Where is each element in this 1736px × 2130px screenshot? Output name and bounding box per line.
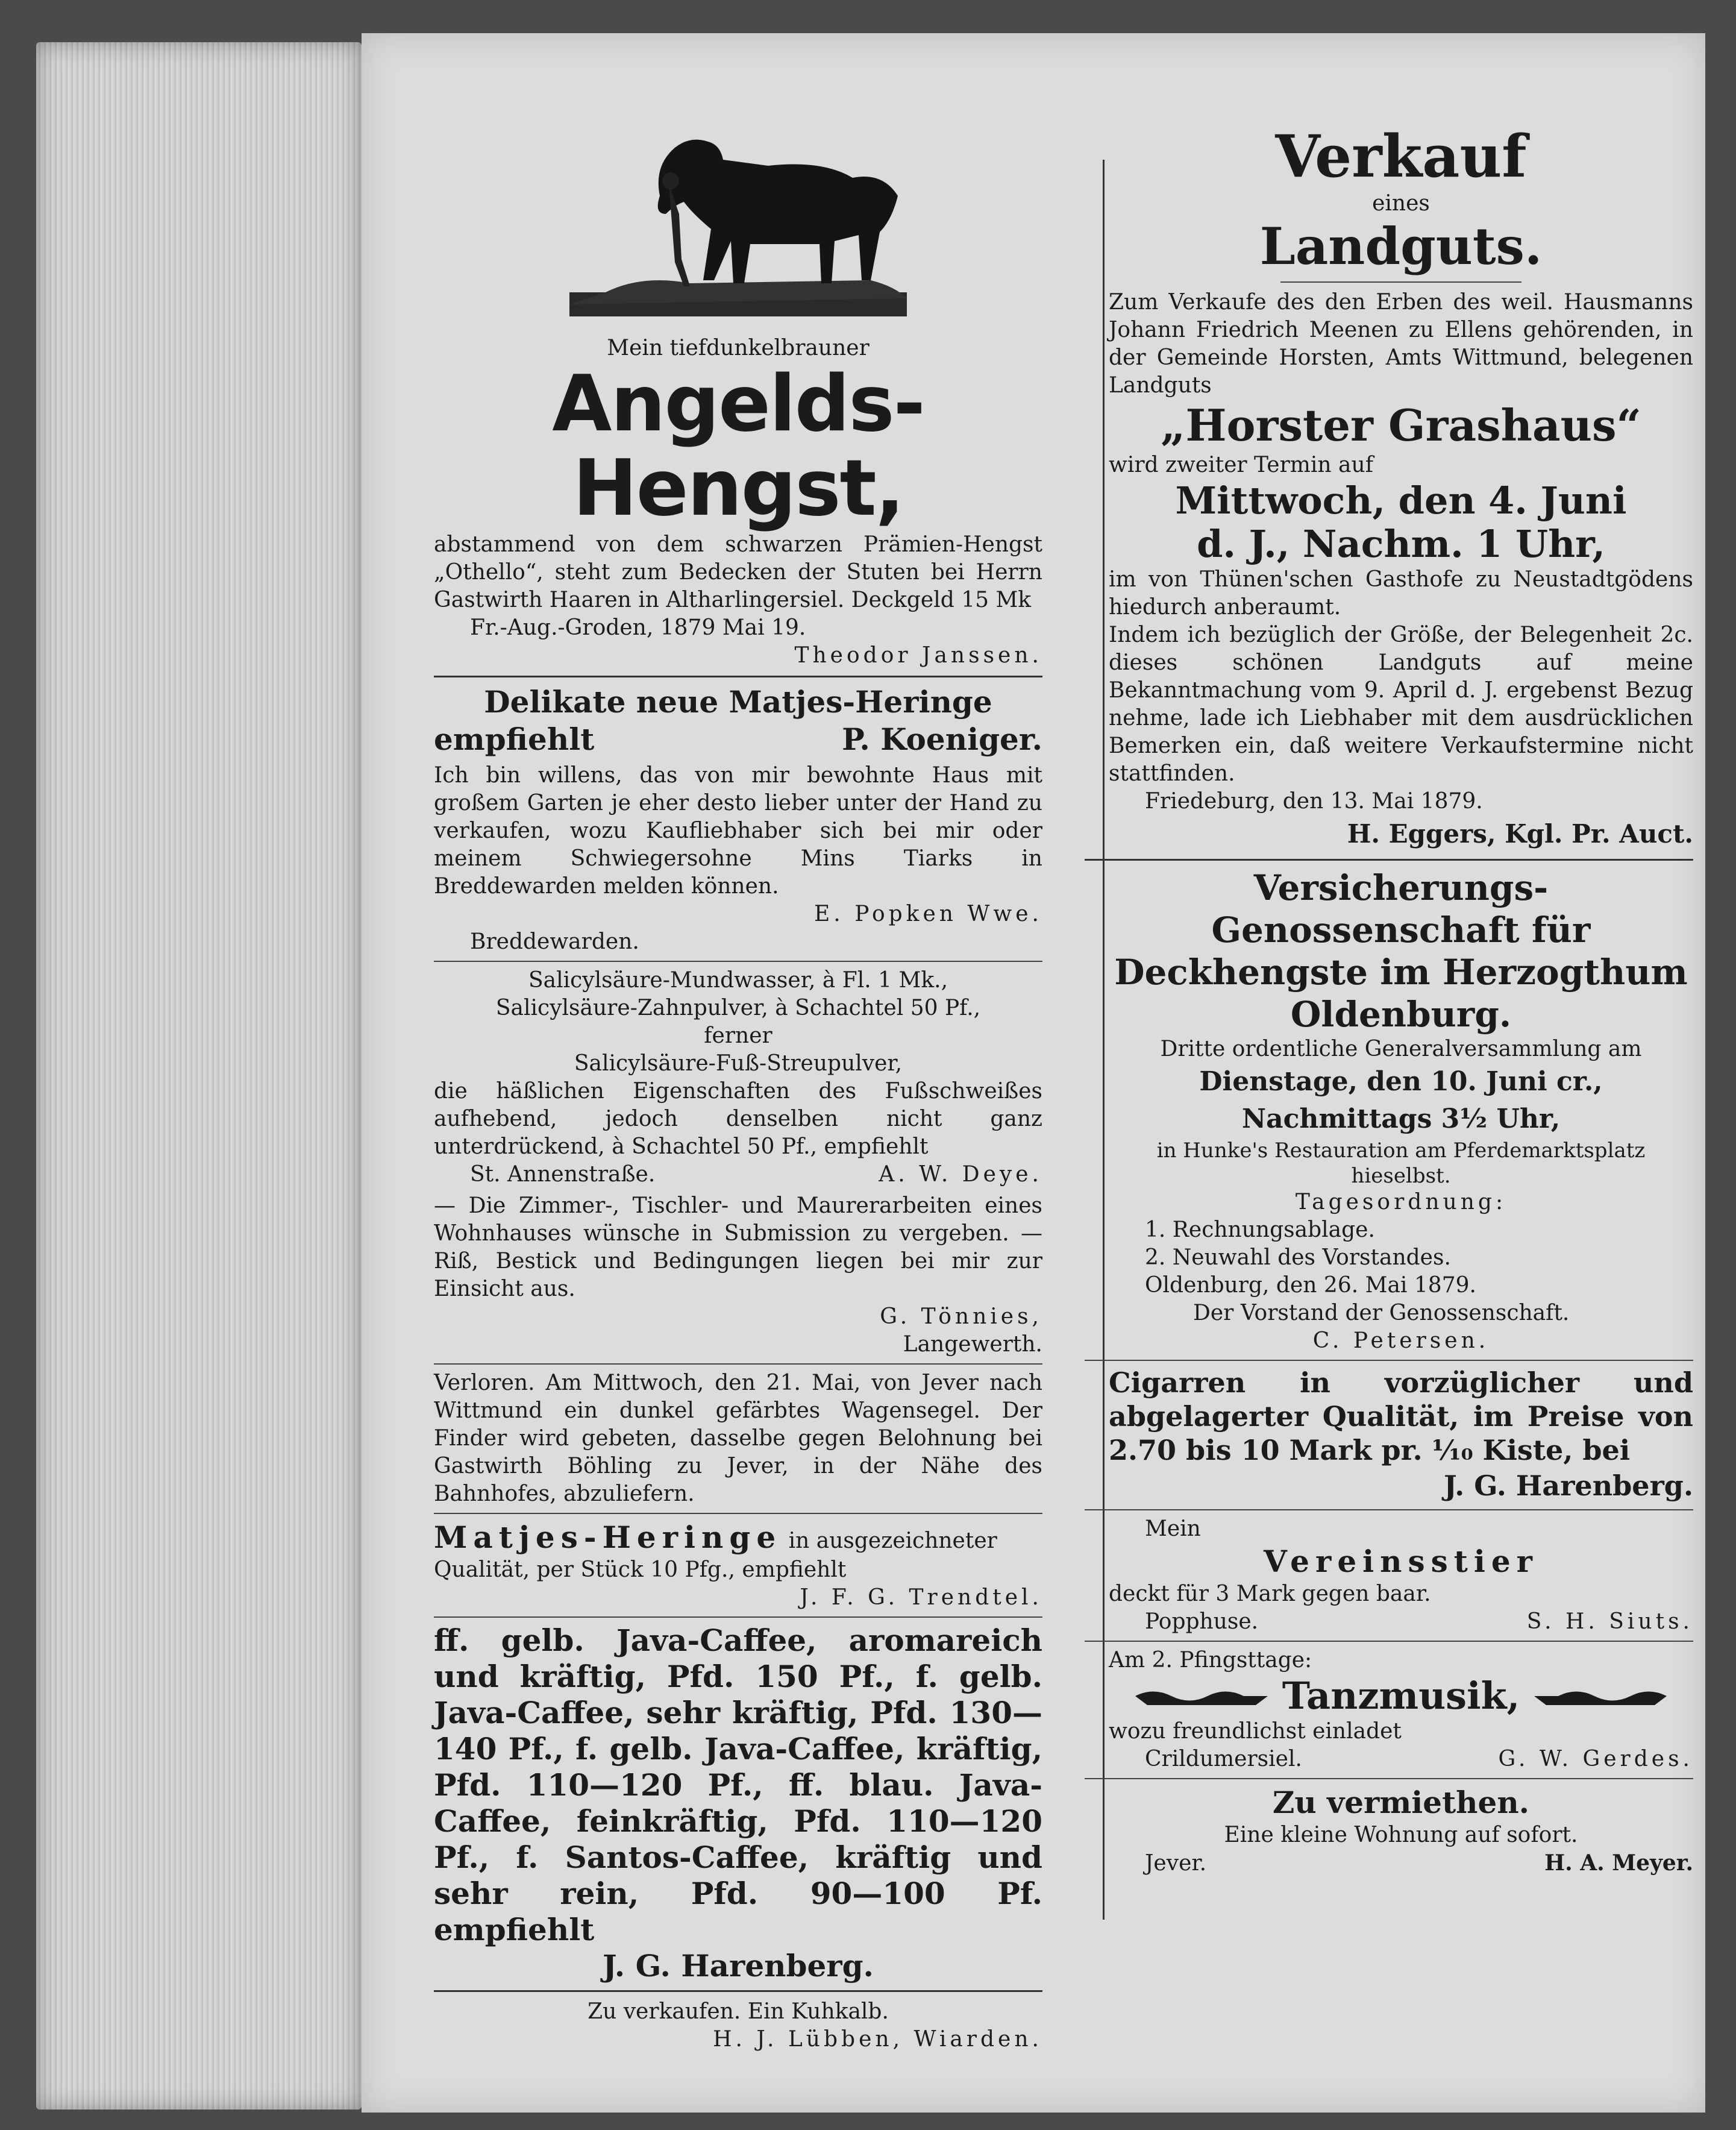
divider <box>434 1616 1042 1618</box>
divider <box>434 1513 1042 1514</box>
matjes-ad-1 <box>434 683 1042 758</box>
insurance-agenda-item-2: 2. Neuwahl des Vorstandes. <box>1145 1245 1451 1270</box>
ornament-right-icon <box>1534 1684 1667 1708</box>
left-column <box>434 105 1042 2057</box>
horse-title: Angelds-Hengst, <box>552 359 924 533</box>
insurance-signature: C. Petersen. <box>1312 1328 1490 1353</box>
carpentry-ad <box>434 1192 1042 1359</box>
rent-title: Zu vermiethen. <box>1272 1785 1530 1820</box>
cigar-body: Cigarren in vorzüglicher und abgelagerter Qualität, im Preise von 2.70 bis 10 Mark pr. ⅒ Kiste, bei <box>1109 1366 1693 1466</box>
dance-place: Crildumersiel. <box>1145 1747 1302 1771</box>
insurance-title: Versicherungs-Genossenschaft für Deckhengste im Herzogthum Oldenburg. <box>1114 867 1688 1035</box>
estate-place: im von Thünen'schen Gasthofe zu Neustadtgödens hiedurch anberaumt. <box>1109 567 1693 620</box>
rent-place: Jever. <box>1145 1851 1207 1876</box>
divider <box>434 1990 1042 1992</box>
bull-title: Vereinsstier <box>1263 1544 1539 1579</box>
horse-intro: Mein tiefdunkelbrauner <box>607 336 870 360</box>
insurance-agenda-item-1: 1. Rechnungsablage. <box>1145 1217 1375 1242</box>
divider <box>1085 1360 1693 1361</box>
divider <box>1085 1641 1693 1642</box>
calf-ad <box>434 1998 1042 2053</box>
salicyl-line3: ferner <box>704 1023 772 1048</box>
dance-title: Tanzmusik, <box>1282 1674 1520 1718</box>
coffee-body: ff. gelb. Java-Caffee, aromareich und kräftig, Pfd. 150 Pf., f. gelb. Java-Caffee, sehr kräftig, Pfd. 130—140 Pf., f. gelb. Java-Caffee, kräftig, Pfd. 110—120 Pf., ff. blau. Java-Caffee, feinkräftig, Pfd. 110—120 Pf., f. Santos-Caffee, kräftig und sehr rein, Pfd. 90—100 Pf. empfiehlt <box>434 1623 1042 1947</box>
estate-title3: Landguts. <box>1259 216 1543 276</box>
coffee-ad <box>434 1623 1042 1984</box>
divider <box>434 676 1042 677</box>
calf-body: Zu verkaufen. Ein Kuhkalb. <box>588 1999 889 2024</box>
dance-signature: G. W. Gerdes. <box>1498 1747 1693 1771</box>
newspaper-page <box>362 33 1705 2113</box>
lost-body: Verloren. Am Mittwoch, den 21. Mai, von Jever nach Wittmund ein dunkel gefärbtes Wagensegel. Der Finder wird gebeten, dasselbe gegen Belohnung bei Gastwirth Böhling zu Jever, in der Nähe des Bahnhofes, abzuliefern. <box>434 1371 1042 1506</box>
book-page-edges <box>36 42 362 2110</box>
lost-ad <box>434 1369 1042 1508</box>
salicyl-place: St. Annenstraße. <box>470 1162 656 1187</box>
coffee-signature: J. G. Harenberg. <box>603 1948 874 1984</box>
dance-body: wozu freundlichst einladet <box>1109 1719 1402 1744</box>
dance-ad <box>1085 1647 1693 1773</box>
bull-signature: S. H. Siuts. <box>1526 1609 1693 1634</box>
cigar-ad <box>1085 1366 1693 1504</box>
house-signature: E. Popken Wwe. <box>814 902 1042 926</box>
calf-signature: H. J. Lübben, Wiarden. <box>713 2027 1042 2052</box>
salicyl-ad <box>434 967 1042 1189</box>
dance-intro: Am 2. Pfingsttage: <box>1109 1648 1312 1673</box>
carpentry-place: Langewerth. <box>903 1332 1042 1357</box>
right-column <box>1085 124 1693 1881</box>
insurance-intro: Dritte ordentliche Generalversammlung am <box>1160 1037 1642 1061</box>
ornament-left-icon <box>1135 1684 1268 1708</box>
insurance-board: Der Vorstand der Genossenschaft. <box>1193 1301 1570 1325</box>
salicyl-line4: Salicylsäure-Fuß-Streupulver, <box>574 1051 903 1076</box>
estate-name: „Horster Grashaus“ <box>1161 400 1641 451</box>
horse-illustration <box>569 124 907 328</box>
house-body: Ich bin willens, das von mir bewohnte Haus mit großem Garten je eher desto lieber unter der Hand zu verkaufen, wozu Kaufliebhaber sich bei mir oder meinem Schwiegersohne Mins Tiarks in Breddewarden melden können. <box>434 763 1042 899</box>
matjes2-body: in ausgezeichneter Qualität, per Stück 10 Pfg., empfiehlt <box>434 1528 997 1582</box>
horse-body: abstammend von dem schwarzen Prämien-Hengst „Othello“, steht zum Bedecken der Stuten bei Herrn Gastwirth Haaren in Altharlingersiel. Deckgeld 15 Mk <box>434 532 1042 612</box>
matjes1-line1: Delikate neue Matjes-Heringe <box>484 684 992 720</box>
estate-date-line: Friedeburg, den 13. Mai 1879. <box>1145 789 1483 814</box>
bull-ad <box>1085 1515 1693 1636</box>
estate-title1: Verkauf <box>1275 122 1527 190</box>
rent-body: Eine kleine Wohnung auf sofort. <box>1224 1823 1578 1847</box>
divider <box>434 961 1042 962</box>
estate-date2: d. J., Nachm. 1 Uhr, <box>1197 522 1605 566</box>
matjes1-empfiehlt: empfiehlt <box>434 721 595 757</box>
estate-body: Indem ich bezüglich der Größe, der Belegenheit 2c. dieses schönen Landguts auf meine Bekanntmachung vom 9. April d. J. ergebenst Bezug nehme, lade ich Liebhaber mit dem ausdrücklichen Bemerken ein, daß weitere Verkaufstermine nicht stattfinden. <box>1109 623 1693 786</box>
bull-intro: Mein <box>1145 1516 1201 1541</box>
estate-intro: Zum Verkaufe des den Erben des weil. Hausmanns Johann Friedrich Meenen zu Ellens gehörenden, in der Gemeinde Horsten, Amts Wittmund, belegenen Landguts <box>1109 290 1693 398</box>
divider <box>434 1363 1042 1365</box>
house-ad <box>434 762 1042 956</box>
estate-ad <box>1085 124 1693 853</box>
estate-date1: Mittwoch, den 4. Juni <box>1175 479 1627 523</box>
horse-signature: Theodor Janssen. <box>794 643 1042 668</box>
insurance-date: Dienstage, den 10. Juni cr., Nachmittags 3½ Uhr, <box>1199 1066 1603 1134</box>
carpentry-body: — Die Zimmer-, Tischler- und Maurerarbeiten eines Wohnhauses wünsche in Submission zu vergeben. — Riß, Bestick und Bedingungen liegen bei mir zur Einsicht aus. <box>434 1193 1042 1301</box>
bull-place: Popphuse. <box>1145 1609 1259 1634</box>
matjes2-headline: Matjes-Heringe <box>434 1519 782 1555</box>
insurance-ad <box>1085 867 1693 1355</box>
estate-term: wird zweiter Termin auf <box>1109 453 1374 477</box>
cigar-signature: J. G. Harenberg. <box>1444 1469 1693 1502</box>
divider <box>1085 859 1693 861</box>
divider <box>1280 281 1521 283</box>
matjes-ad-2 <box>434 1519 1042 1612</box>
divider <box>1085 1509 1693 1510</box>
horse-place-date: Fr.-Aug.-Groden, 1879 Mai 19. <box>470 615 806 640</box>
salicyl-line1: Salicylsäure-Mundwasser, à Fl. 1 Mk., <box>528 968 948 993</box>
estate-title2: eines <box>1372 191 1430 216</box>
insurance-agenda-title: Tagesordnung: <box>1295 1190 1507 1214</box>
matjes2-signature: J. F. G. Trendtel. <box>800 1585 1042 1610</box>
bull-body: deckt für 3 Mark gegen baar. <box>1109 1582 1431 1606</box>
rent-signature: H. A. Meyer. <box>1544 1850 1693 1876</box>
insurance-date-line: Oldenburg, den 26. Mai 1879. <box>1145 1273 1476 1298</box>
insurance-location: in Hunke's Restauration am Pferdemarktsplatz hieselbst. <box>1156 1139 1646 1188</box>
matjes1-signature: P. Koeniger. <box>842 721 1042 757</box>
estate-signature: H. Eggers, Kgl. Pr. Auct. <box>1347 819 1693 849</box>
rent-ad <box>1085 1784 1693 1877</box>
house-place: Breddewarden. <box>470 929 639 954</box>
divider <box>1085 1778 1693 1779</box>
carpentry-signature: G. Tönnies, <box>880 1304 1042 1329</box>
horse-ad <box>434 124 1042 670</box>
salicyl-signature: A. W. Deye. <box>879 1162 1042 1187</box>
salicyl-body: die häßlichen Eigenschaften des Fußschweißes aufhebend, jedoch denselben nicht ganz unterdrückend, à Schachtel 50 Pf., empfiehlt <box>434 1079 1042 1159</box>
salicyl-line2: Salicylsäure-Zahnpulver, à Schachtel 50 Pf., <box>495 996 981 1020</box>
